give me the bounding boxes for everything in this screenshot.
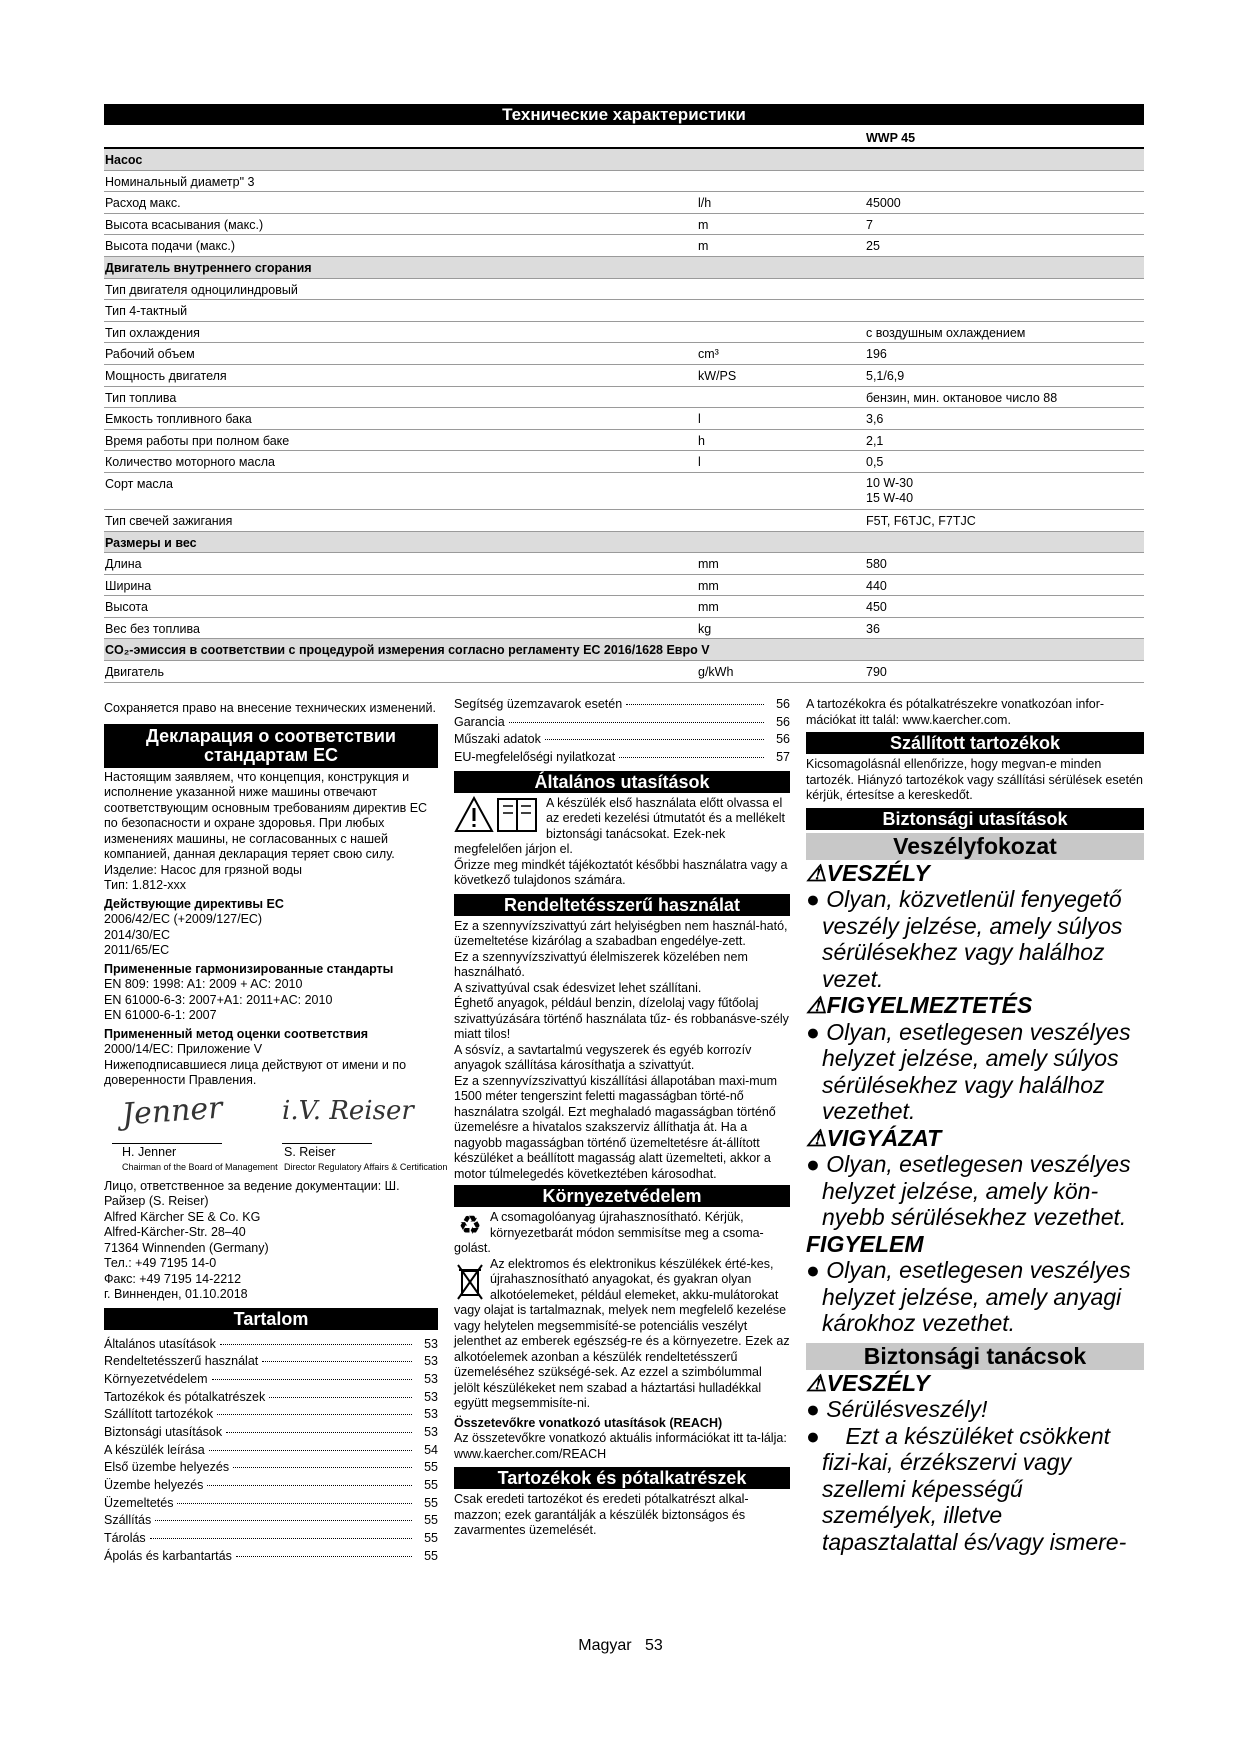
toc-entry[interactable]	[104, 1337, 438, 1355]
general-block	[454, 796, 790, 889]
spec-row	[104, 365, 1144, 387]
intended-use-list	[454, 919, 790, 1183]
spec-value: 36	[866, 621, 880, 636]
toc-entry-title: Szállított tartozékok	[104, 1407, 214, 1422]
spec-unit: kg	[698, 621, 712, 636]
spec-unit: kW/PS	[698, 368, 737, 383]
caution-text: ● Olyan, esetlegesen veszélyes helyzet jelzése, amely kön-nyebb sérülésekhez vezethet.	[806, 1151, 1131, 1230]
spec-value: 440	[866, 578, 887, 593]
intended-use-paragraph: Ez a szennyvízszivattyú zárt helyiségben nem használ-ható, üzemeltetése kizárólag a szabadban engedélye-zett.	[454, 918, 788, 949]
right-column	[806, 697, 1144, 1555]
toc-leader	[233, 1467, 412, 1468]
toc-entry-title: Szállítás	[104, 1513, 152, 1528]
tips-danger-label: ⚠VESZÉLY	[806, 1369, 930, 1396]
warning-triangle-icon: ⚠	[806, 1124, 827, 1151]
toc-leader	[262, 1361, 412, 1362]
method-title: Примененный метод оценки соответствия	[104, 1026, 369, 1041]
toc-entry[interactable]	[104, 1372, 438, 1390]
middle-column	[454, 697, 790, 1539]
toc-entry-page: 53	[424, 1407, 438, 1422]
toc-entry-page: 57	[776, 750, 790, 765]
toc-leader	[212, 1379, 412, 1380]
intended-use-paragraph: Éghető anyagok, például benzin, dízelolaj vagy fűtőolaj szivattyúzására történő használata tűz- és robbanásve-szély miatt tilos!	[454, 996, 789, 1042]
spec-table	[104, 125, 1144, 683]
toc-entry-page: 56	[776, 697, 790, 711]
toc-leader	[220, 1344, 412, 1345]
reserve-note: Сохраняется право на внесение технических изменений.	[104, 701, 436, 715]
toc-entry-page: 55	[424, 1548, 438, 1563]
spec-value: 196	[866, 347, 887, 362]
signature-reiser: i.V. Reiser	[282, 1095, 414, 1126]
environment-text-1: A csomagolóanyag újrahasznosítható. Kérjük, környezetbarát módon semmisítse meg a csoma-golást.	[454, 1210, 764, 1256]
signer-2-role: Director Regulatory Affairs & Certification	[284, 1161, 448, 1172]
spec-label: Насос	[105, 153, 143, 167]
spec-unit: g/kWh	[698, 665, 734, 680]
spec-label: Время работы при полном баке	[105, 433, 290, 448]
signers-text: Нижеподписавшиеся лица действуют от имени и по доверенности Правления.	[104, 1057, 407, 1087]
toc-leader	[269, 1397, 412, 1398]
toc-leader	[150, 1538, 412, 1539]
reach-title: Összetevőkre vonatkozó utasítások (REACH)	[454, 1415, 723, 1430]
tips-item-1: ● Sérülésveszély!	[806, 1396, 988, 1422]
spec-unit: l	[698, 455, 701, 470]
spec-row	[104, 171, 1144, 193]
notice-text: ● Olyan, esetlegesen veszélyes helyzet jelzése, amely anyagi károkhoz vezethet.	[806, 1257, 1131, 1336]
spec-row	[104, 618, 1144, 640]
spec-label: Двигатель внутреннего сгорания	[105, 260, 312, 275]
spec-row	[104, 235, 1144, 257]
toc-entry-title: EU-megfelelőségi nyilatkozat	[454, 750, 616, 765]
spec-label: Расход макс.	[105, 196, 181, 211]
spec-value: 580	[866, 557, 887, 572]
intended-use-paragraph: Ez a szennyvízszivattyú kiszállítási állapotában maxi-mum 1500 méter tengerszint feletti magasságban törté-nő használatra szolgál. Ezt meghaladó magasságban történő üzemelésre a hivatalos szakszerviz állíthatja át. Ha a nagyobb magasságban történő üzemeltetésre át-állított készüléket a beállított magasság alatt üzemelteti, akkor a motor túlmelegedés következtében károsodhat.	[454, 1073, 778, 1181]
spec-value: F5T, F6TJC, F7TJC	[866, 513, 976, 528]
signatures	[104, 1089, 448, 1179]
warning-text: ● Olyan, esetlegesen veszélyes helyzet jelzése, amely súlyos sérülésekhez vagy halálhoz vezethet.	[806, 1018, 1131, 1124]
general-text-1: A készülék első használata előtt olvassa el az eredeti kezelési útmutatót és a mellékelt biztonsági tanácsokat. Ezek-nek megfelelően járjon el.	[454, 795, 786, 857]
toc-entry[interactable]	[104, 1443, 438, 1461]
toc-entry[interactable]	[454, 732, 790, 750]
spec-label: Высота подачи (макс.)	[105, 239, 235, 254]
signer-1-role: Chairman of the Board of Management	[122, 1161, 278, 1172]
intended-use-paragraph: A szivattyúval csak édesvizet lehet szállítani.	[454, 980, 702, 995]
spec-label: Тип свечей зажигания	[105, 513, 233, 528]
spec-unit: mm	[698, 600, 719, 615]
toc-entry[interactable]	[454, 715, 790, 733]
spec-row	[104, 343, 1144, 365]
intended-use-paragraph: A sósvíz, a savtartalmú vegyszerek és egyéb korrozív anyagok szállítása károsíthatja a szivattyút.	[454, 1042, 752, 1073]
toc-leader	[226, 1432, 412, 1433]
declaration-title: Декларация о соответствии стандартам ЕС	[104, 724, 438, 768]
warning-triangle-icon: ⚠	[806, 859, 827, 886]
environment-title: Környezetvédelem	[454, 1185, 790, 1207]
signer-1-name: H. Jenner	[122, 1144, 177, 1159]
safety-tips-title: Biztonsági tanácsok	[806, 1343, 1144, 1370]
standards-title: Примененные гармонизированные стандарты	[104, 961, 394, 976]
spec-label: Длина	[105, 557, 142, 572]
spec-value: 450	[866, 600, 887, 615]
spec-label: Высота	[105, 600, 148, 615]
spec-label: Мощность двигателя	[105, 368, 227, 383]
warning-triangle-icon: ⚠	[806, 1369, 827, 1396]
spec-unit: cm³	[698, 347, 719, 362]
toc-entry-title: Biztonsági utasítások	[104, 1424, 223, 1439]
notice-label: FIGYELEM	[806, 1230, 924, 1257]
spec-label: Тип двигателя одноцилиндровый	[105, 282, 298, 297]
toc-entry-title: Garancia	[454, 714, 505, 729]
spec-unit: l/h	[698, 196, 712, 211]
danger-text: ● Olyan, közvetlenül fenyegető veszély jelzése, amely súlyos sérülésekhez vagy halálhoz vezet.	[806, 886, 1123, 992]
toc-entry-page: 55	[424, 1513, 438, 1528]
spec-unit: l	[698, 412, 701, 427]
spec-model-row	[104, 125, 1144, 149]
toc-entry-page: 53	[424, 1354, 438, 1369]
product: Изделие: Насос для грязной воды	[104, 862, 302, 877]
spec-label: Ширина	[105, 578, 152, 593]
toc-leader	[236, 1556, 412, 1557]
safety-tips	[806, 1370, 1144, 1556]
accessories-text: Csak eredeti tartozékot és eredeti pótalkatrészt alkal-mazzon; ezek garantálják a készülék biztonságos és zavarmentes üzemelését.	[454, 1492, 749, 1538]
danger-label: ⚠VESZÉLY	[806, 859, 930, 886]
intended-title: Rendeltetésszerű használat	[454, 894, 790, 916]
spec-section-row	[104, 639, 1144, 661]
toc-entry-title: A készülék leírása	[104, 1442, 205, 1457]
toc-entry-title: Első üzembe helyezés	[104, 1460, 230, 1475]
toc-entry-title: Műszaki adatok	[454, 732, 541, 747]
environment-text-2: Az elektromos és elektronikus készülékek érté-kes, újrahasznosítható anyagokat, és gyakran olyan alkotóelemeket, például elemeket, akku-mulátorokat vagy olajat is tartalmaznak, melyek nem megfelelő kezelése vagy helytelen megsemmisíté-se potenciális veszélyt jelenthet az emberek egészség-re és a környezetre. Ezek az alkotóelemek azonban a készülék rendeltetésszerű üzemeléséhez szükségé-sek. Az ezzel a szimbólummal jelölt készülékeket nem szabad a háztartási hulladékkal együtt megsemmisíte-ni.	[454, 1256, 790, 1411]
toc-entry[interactable]	[104, 1496, 438, 1514]
general-text-2: Őrizze meg mindkét tájékoztatót későbbi használatra vagy a következő tulajdonos számára.	[454, 857, 788, 888]
signer-2-name: S. Reiser	[284, 1144, 336, 1159]
toc-list	[104, 1337, 438, 1567]
toc-entry[interactable]	[454, 697, 790, 715]
spec-row	[104, 451, 1144, 473]
spec-row	[104, 661, 1144, 683]
toc-title: Tartalom	[104, 1308, 438, 1330]
toc-entry[interactable]	[104, 1478, 438, 1496]
spec-value: 3,6	[866, 412, 884, 427]
spec-value: 7	[866, 217, 873, 232]
spec-value: 45000	[866, 196, 901, 211]
spec-title-bar	[104, 104, 1144, 125]
toc-leader	[155, 1520, 412, 1521]
toc-entry-page: 54	[424, 1442, 438, 1457]
accessories-info: A tartozékokra és pótalkatrészekre vonatkozóan infor-mációkat itt talál: www.kaercher.com.	[806, 697, 1105, 727]
spec-label: Высота всасывания (макс.)	[105, 217, 264, 232]
delivery-text: Kicsomagolásnál ellenőrizze, hogy megvan-e minden tartozék. Hiányzó tartozékok vagy szállítási sérülések esetén kérjük, értesítse a kereskedőt.	[806, 757, 1143, 802]
toc-entry-page: 55	[424, 1495, 438, 1510]
spec-label: Тип топлива	[105, 390, 177, 405]
toc-entry-title: Tartozékok és pótalkatrészek	[104, 1389, 266, 1404]
toc-list-continued	[454, 697, 790, 768]
spec-title: Технические характеристики	[502, 105, 746, 124]
crossed-bin-icon	[456, 1263, 484, 1301]
spec-unit: mm	[698, 578, 719, 593]
spec-value: бензин, мин. октановое число 88	[866, 390, 1058, 405]
spec-value: с воздушным охлаждением	[866, 325, 1026, 340]
spec-row	[104, 192, 1144, 214]
left-column: Сохраняется право на внесение технических изменений. Декларация о соответствии стандартам ЕС Настоящим заявляем, что концепция, конструкция и исполнение указанной ниже машины отвечают соответствующим основным требованиям директив ЕС по безопасности и охране здоровья. При любых изменениях машины, не согласованных с нашей компанией, данная декларация теряет свою силу. Изделие: Насос для грязной воды Тип: 1.812-xxx Действующие директивы ЕС 2006/42/EC (+2009/127/EC) 2014/30/EC 2011/65/EC Примененные гармонизированные стандарты EN 809: 1998: A1: 2009 + AC: 2010 EN 61000-6-3: 2007+A1: 2011+AC: 2010 EN 61000-6-1: 2007 Примененный метод оценки соответствия 2000/14/EC: Приложение V Нижеподписавшиеся лица действуют от имени и по доверенности Правления. Jenner H. Jenner Chairman of the Board of Management i.V. Reiser S. Reiser Director Regulatory Affairs & Certification Лицо, ответственное за ведение документации: Ш. Райзер (S. Reiser) Alfred Kärcher SE & Co. KG Alfred-Kärcher-Str. 28–40 71364 Winnenden (Germany) Тел.: +49 7195 14-0 Факс: +49 7195 14-2212 г. Винненден, 01.10.2018 Tartalom Általános utasítások 53 Rendeltetésszerű használat 53 Környezetvédelem 53 Tartozékok és pótalkatrészek 53 Szállított tartozékok 53 Biztonsági utasítások 53 A készülék leírása 54 Első üzembe helyezés 55 Üzembe helyezés 55 Üzemeltetés 55 Szállítás 55 Tárolás 55 Ápolás és karbantartás 55	[104, 701, 438, 1566]
toc-leader	[207, 1485, 412, 1486]
toc-entry-title: Tárolás	[104, 1531, 146, 1546]
spec-label: Вес без топлива	[105, 621, 200, 636]
warning-book-icon	[454, 796, 540, 834]
spec-row	[104, 575, 1144, 597]
toc-leader	[217, 1414, 412, 1415]
spec-row	[104, 408, 1144, 430]
danger-levels	[806, 860, 1144, 1337]
toc-entry-page: 53	[424, 1424, 438, 1439]
spec-unit: m	[698, 217, 709, 232]
toc-entry-title: Ápolás és karbantartás	[104, 1548, 232, 1563]
spec-section-row	[104, 149, 1144, 171]
spec-unit: h	[698, 433, 705, 448]
safety-title: Biztonsági utasítások	[806, 808, 1144, 830]
spec-row	[104, 322, 1144, 344]
toc-entry[interactable]	[104, 1407, 438, 1425]
spec-row	[104, 596, 1144, 618]
delivery-title: Szállított tartozékok	[806, 732, 1144, 754]
toc-entry-page: 55	[424, 1460, 438, 1475]
spec-value: 790	[866, 665, 887, 680]
toc-leader	[177, 1503, 412, 1504]
page-number: 53	[644, 1637, 663, 1654]
spec-row	[104, 300, 1144, 322]
spec-label: Размеры и вес	[105, 535, 197, 550]
intended-use-paragraph: Ez a szennyvízszivattyú élelmiszerek közelében nem használható.	[454, 949, 748, 980]
caution-label: ⚠VIGYÁZAT	[806, 1124, 942, 1151]
toc-entry-title: Környezetvédelem	[104, 1371, 208, 1386]
spec-row	[104, 553, 1144, 575]
toc-entry[interactable]	[104, 1531, 438, 1549]
toc-entry-page: 56	[776, 732, 790, 747]
toc-entry-page: 53	[424, 1389, 438, 1404]
footer-language: Magyar	[578, 1637, 632, 1654]
spec-value: 10 W-30 15 W-40	[866, 475, 914, 505]
toc-entry-title: Általános utasítások	[104, 1336, 216, 1351]
toc-entry-page: 55	[424, 1478, 438, 1492]
directives-title: Действующие директивы ЕС	[104, 896, 284, 911]
toc-entry-title: Segítség üzemzavarok esetén	[454, 697, 623, 711]
toc-entry[interactable]	[104, 1513, 438, 1531]
environment-block	[454, 1210, 790, 1412]
toc-entry[interactable]	[104, 1460, 438, 1478]
accessories-title: Tartozékok és pótalkatrészek	[454, 1467, 790, 1489]
reach-text: Az összetevőkre vonatkozó aktuális információkat itt ta-lálja: www.kaercher.com/REACH	[454, 1431, 787, 1461]
spec-label: Тип охлаждения	[105, 325, 200, 340]
toc-entry[interactable]	[104, 1549, 438, 1567]
toc-entry[interactable]	[104, 1354, 438, 1372]
spec-label: Тип 4-тактный	[105, 304, 188, 319]
toc-entry[interactable]	[104, 1425, 438, 1443]
danger-levels-title: Veszélyfokozat	[806, 833, 1144, 860]
toc-leader	[626, 704, 764, 705]
spec-label: Рабочий объем	[105, 347, 195, 362]
spec-value: 0,5	[866, 455, 884, 470]
page-footer	[0, 1637, 1241, 1655]
spec-value: 2,1	[866, 433, 884, 448]
warning-triangle-icon: ⚠	[806, 992, 827, 1018]
warning-label: ⚠FIGYELMEZTETÉS	[806, 992, 1033, 1018]
toc-leader	[619, 757, 764, 758]
model-name: WWP 45	[866, 131, 916, 145]
toc-entry-page: 53	[424, 1336, 438, 1351]
recycle-icon: ♻	[458, 1210, 482, 1241]
toc-leader	[209, 1450, 412, 1451]
signature-jenner: Jenner	[120, 1090, 224, 1132]
general-title: Általános utasítások	[454, 771, 790, 793]
toc-entry-title: Rendeltetésszerű használat	[104, 1354, 259, 1369]
spec-row	[104, 387, 1144, 409]
spec-row	[104, 510, 1144, 532]
spec-section-row	[104, 257, 1144, 279]
toc-entry[interactable]	[454, 750, 790, 768]
spec-row	[104, 430, 1144, 452]
responsible-person: Лицо, ответственное за ведение документации: Ш. Райзер (S. Reiser)	[104, 1178, 400, 1208]
spec-row	[104, 279, 1144, 301]
tips-item-2: ● Ezt a készüléket csökkent fizi-kai, érzékszervi vagy szellemi képességű személyek, illetve tapasztalattal és/vagy ismere-	[806, 1422, 1127, 1555]
toc-entry-title: Üzemeltetés	[104, 1495, 174, 1510]
spec-label: Емкость топливного бака	[105, 412, 252, 427]
spec-label: CO₂-эмиссия в соответствии с процедурой измерения согласно регламенту ЕС 2016/1628 Евро V	[105, 643, 710, 658]
spec-section-row	[104, 532, 1144, 554]
toc-leader	[545, 739, 764, 740]
toc-entry-title: Üzembe helyezés	[104, 1478, 204, 1492]
spec-value: 5,1/6,9	[866, 368, 905, 383]
spec-label: Номинальный диаметр" 3	[105, 174, 255, 189]
spec-unit: m	[698, 239, 709, 254]
spec-unit: mm	[698, 557, 719, 572]
toc-entry[interactable]	[104, 1390, 438, 1408]
toc-entry-page: 55	[424, 1531, 438, 1546]
toc-entry-page: 56	[776, 714, 790, 729]
toc-entry-page: 53	[424, 1371, 438, 1386]
declaration-text: Настоящим заявляем, что концепция, конструкция и исполнение указанной ниже машины отвечают соответствующим основным требованиям директив ЕС по безопасности и охране здоровья. При любых изменениях машины, не согласованных с нашей компанией, данная декларация теряет свою силу.	[104, 769, 428, 861]
type: Тип: 1.812-xxx	[104, 878, 186, 892]
spec-label: Количество моторного масла	[105, 455, 275, 470]
spec-row	[104, 214, 1144, 236]
spec-label: Двигатель	[105, 665, 164, 680]
toc-leader	[509, 722, 764, 723]
spec-value: 25	[866, 239, 880, 254]
spec-label: Сорт масла	[105, 476, 173, 491]
spec-row	[104, 473, 1144, 510]
